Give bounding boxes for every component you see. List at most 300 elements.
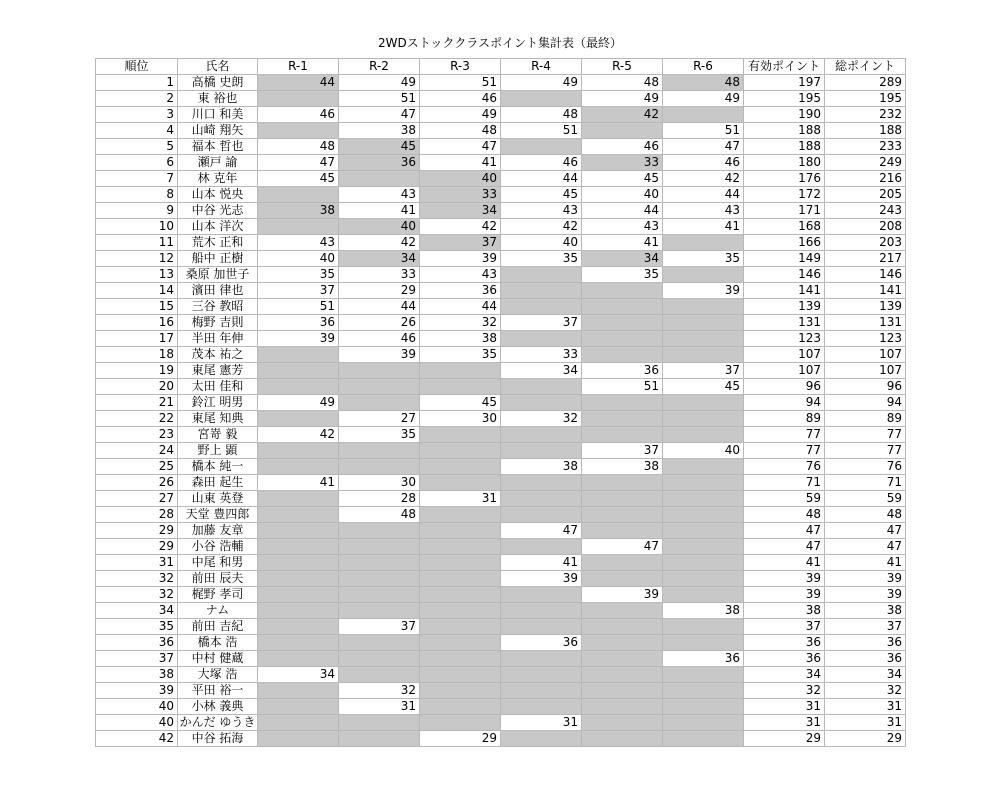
round-1-cell: 48 <box>258 139 339 155</box>
round-4-cell: 34 <box>501 363 582 379</box>
table-row <box>96 427 906 443</box>
name-cell: 荒木 正和 <box>178 235 258 251</box>
table-row <box>96 651 906 667</box>
round-3-cell: 40 <box>420 171 501 187</box>
total-points-cell: 139 <box>825 299 906 315</box>
rank-cell: 8 <box>96 187 178 203</box>
round-5-cell: 43 <box>582 219 663 235</box>
round-4-cell <box>501 299 582 315</box>
round-3-cell: 32 <box>420 315 501 331</box>
valid-points-cell: 107 <box>744 347 825 363</box>
rank-cell: 29 <box>96 539 178 555</box>
round-1-cell <box>258 555 339 571</box>
round-2-cell: 34 <box>339 251 420 267</box>
total-points-cell: 77 <box>825 427 906 443</box>
header-row <box>96 59 906 75</box>
total-points-cell: 77 <box>825 443 906 459</box>
rank-cell: 36 <box>96 635 178 651</box>
round-4-cell: 39 <box>501 571 582 587</box>
rank-cell: 20 <box>96 379 178 395</box>
total-points-cell: 41 <box>825 555 906 571</box>
round-2-cell <box>339 443 420 459</box>
round-1-cell <box>258 651 339 667</box>
rank-cell: 1 <box>96 75 178 91</box>
round-6-cell <box>663 635 744 651</box>
round-1-cell <box>258 731 339 747</box>
round-2-cell <box>339 363 420 379</box>
rank-cell: 19 <box>96 363 178 379</box>
round-2-cell <box>339 635 420 651</box>
total-points-cell: 107 <box>825 363 906 379</box>
valid-points-cell: 31 <box>744 715 825 731</box>
round-5-cell: 36 <box>582 363 663 379</box>
rank-cell: 18 <box>96 347 178 363</box>
round-5-cell: 34 <box>582 251 663 267</box>
round-6-cell <box>663 459 744 475</box>
round-1-cell <box>258 491 339 507</box>
total-points-cell: 233 <box>825 139 906 155</box>
valid-points-cell: 36 <box>744 635 825 651</box>
round-6-cell <box>663 427 744 443</box>
round-3-cell <box>420 651 501 667</box>
table-row <box>96 683 906 699</box>
round-3-cell <box>420 699 501 715</box>
round-3-cell <box>420 587 501 603</box>
round-1-cell <box>258 379 339 395</box>
round-6-cell <box>663 507 744 523</box>
header-r2: R-2 <box>339 59 420 75</box>
round-3-cell <box>420 683 501 699</box>
valid-points-cell: 77 <box>744 443 825 459</box>
round-1-cell <box>258 523 339 539</box>
round-2-cell: 26 <box>339 315 420 331</box>
round-6-cell: 41 <box>663 219 744 235</box>
round-2-cell: 27 <box>339 411 420 427</box>
table-row <box>96 283 906 299</box>
round-3-cell: 41 <box>420 155 501 171</box>
round-2-cell: 31 <box>339 699 420 715</box>
valid-points-cell: 188 <box>744 139 825 155</box>
total-points-cell: 39 <box>825 587 906 603</box>
valid-points-cell: 96 <box>744 379 825 395</box>
round-1-cell: 44 <box>258 75 339 91</box>
table-row <box>96 123 906 139</box>
round-5-cell: 44 <box>582 203 663 219</box>
round-2-cell: 35 <box>339 427 420 443</box>
round-1-cell: 46 <box>258 107 339 123</box>
rank-cell: 32 <box>96 571 178 587</box>
round-4-cell <box>501 619 582 635</box>
valid-points-cell: 34 <box>744 667 825 683</box>
name-cell: かんだ ゆうき <box>178 715 258 731</box>
round-6-cell <box>663 395 744 411</box>
round-5-cell: 49 <box>582 91 663 107</box>
round-3-cell <box>420 379 501 395</box>
rank-cell: 42 <box>96 731 178 747</box>
name-cell: 前田 吉紀 <box>178 619 258 635</box>
round-1-cell <box>258 443 339 459</box>
round-3-cell <box>420 523 501 539</box>
valid-points-cell: 166 <box>744 235 825 251</box>
round-6-cell: 42 <box>663 171 744 187</box>
round-3-cell: 48 <box>420 123 501 139</box>
valid-points-cell: 59 <box>744 491 825 507</box>
round-6-cell: 48 <box>663 75 744 91</box>
round-6-cell <box>663 299 744 315</box>
table-row <box>96 379 906 395</box>
round-2-cell <box>339 587 420 603</box>
round-1-cell: 45 <box>258 171 339 187</box>
round-5-cell <box>582 651 663 667</box>
valid-points-cell: 171 <box>744 203 825 219</box>
table-row <box>96 267 906 283</box>
table-row <box>96 299 906 315</box>
round-4-cell: 31 <box>501 715 582 731</box>
round-3-cell <box>420 443 501 459</box>
round-6-cell: 46 <box>663 155 744 171</box>
round-3-cell: 37 <box>420 235 501 251</box>
round-5-cell: 40 <box>582 187 663 203</box>
round-4-cell: 48 <box>501 107 582 123</box>
table-row <box>96 139 906 155</box>
name-cell: 山東 英登 <box>178 491 258 507</box>
name-cell: ナム <box>178 603 258 619</box>
table-row <box>96 395 906 411</box>
name-cell: 前田 辰夫 <box>178 571 258 587</box>
round-3-cell <box>420 507 501 523</box>
rank-cell: 16 <box>96 315 178 331</box>
valid-points-cell: 47 <box>744 523 825 539</box>
round-2-cell: 43 <box>339 187 420 203</box>
total-points-cell: 96 <box>825 379 906 395</box>
round-2-cell: 32 <box>339 683 420 699</box>
round-4-cell <box>501 699 582 715</box>
round-3-cell <box>420 667 501 683</box>
round-2-cell: 48 <box>339 507 420 523</box>
round-2-cell: 38 <box>339 123 420 139</box>
round-1-cell: 40 <box>258 251 339 267</box>
table-row <box>96 587 906 603</box>
round-4-cell: 37 <box>501 315 582 331</box>
total-points-cell: 107 <box>825 347 906 363</box>
rank-cell: 14 <box>96 283 178 299</box>
round-2-cell: 41 <box>339 203 420 219</box>
name-cell: 三谷 教昭 <box>178 299 258 315</box>
rank-cell: 7 <box>96 171 178 187</box>
valid-points-cell: 37 <box>744 619 825 635</box>
table-row <box>96 363 906 379</box>
name-cell: 山本 洋次 <box>178 219 258 235</box>
header-r4: R-4 <box>501 59 582 75</box>
table-row <box>96 75 906 91</box>
rank-cell: 28 <box>96 507 178 523</box>
rank-cell: 5 <box>96 139 178 155</box>
round-3-cell: 39 <box>420 251 501 267</box>
round-4-cell: 44 <box>501 171 582 187</box>
valid-points-cell: 131 <box>744 315 825 331</box>
round-4-cell: 49 <box>501 75 582 91</box>
total-points-cell: 34 <box>825 667 906 683</box>
name-cell: 東尾 憲芳 <box>178 363 258 379</box>
round-2-cell <box>339 459 420 475</box>
round-5-cell <box>582 571 663 587</box>
rank-cell: 24 <box>96 443 178 459</box>
name-cell: 瀬戸 諭 <box>178 155 258 171</box>
round-6-cell: 44 <box>663 187 744 203</box>
round-4-cell: 32 <box>501 411 582 427</box>
round-6-cell: 35 <box>663 251 744 267</box>
round-2-cell <box>339 379 420 395</box>
round-1-cell: 37 <box>258 283 339 299</box>
name-cell: 桑原 加世子 <box>178 267 258 283</box>
round-4-cell <box>501 731 582 747</box>
round-4-cell: 33 <box>501 347 582 363</box>
total-points-cell: 31 <box>825 715 906 731</box>
round-3-cell <box>420 619 501 635</box>
valid-points-cell: 190 <box>744 107 825 123</box>
name-cell: 森田 起生 <box>178 475 258 491</box>
round-1-cell <box>258 363 339 379</box>
name-cell: 林 克年 <box>178 171 258 187</box>
round-2-cell: 40 <box>339 219 420 235</box>
round-4-cell <box>501 331 582 347</box>
round-5-cell <box>582 331 663 347</box>
total-points-cell: 29 <box>825 731 906 747</box>
round-5-cell <box>582 603 663 619</box>
round-5-cell: 46 <box>582 139 663 155</box>
table-row <box>96 699 906 715</box>
round-1-cell: 41 <box>258 475 339 491</box>
table-row <box>96 91 906 107</box>
valid-points-cell: 188 <box>744 123 825 139</box>
name-cell: 中谷 拓海 <box>178 731 258 747</box>
total-points-cell: 131 <box>825 315 906 331</box>
round-3-cell: 38 <box>420 331 501 347</box>
round-4-cell <box>501 491 582 507</box>
round-2-cell: 44 <box>339 299 420 315</box>
round-5-cell <box>582 123 663 139</box>
round-1-cell <box>258 507 339 523</box>
round-3-cell: 45 <box>420 395 501 411</box>
header-name: 氏名 <box>178 59 258 75</box>
table-row <box>96 571 906 587</box>
round-6-cell <box>663 619 744 635</box>
header-r3: R-3 <box>420 59 501 75</box>
header-r1: R-1 <box>258 59 339 75</box>
round-5-cell <box>582 715 663 731</box>
round-1-cell <box>258 187 339 203</box>
total-points-cell: 188 <box>825 123 906 139</box>
round-6-cell: 49 <box>663 91 744 107</box>
name-cell: 山本 悦央 <box>178 187 258 203</box>
valid-points-cell: 195 <box>744 91 825 107</box>
rank-cell: 27 <box>96 491 178 507</box>
total-points-cell: 146 <box>825 267 906 283</box>
round-4-cell: 40 <box>501 235 582 251</box>
round-2-cell <box>339 603 420 619</box>
round-2-cell: 45 <box>339 139 420 155</box>
table-row <box>96 347 906 363</box>
round-2-cell: 51 <box>339 91 420 107</box>
round-1-cell: 43 <box>258 235 339 251</box>
rank-cell: 23 <box>96 427 178 443</box>
round-4-cell <box>501 587 582 603</box>
round-1-cell <box>258 683 339 699</box>
round-5-cell <box>582 411 663 427</box>
round-5-cell <box>582 491 663 507</box>
round-5-cell: 42 <box>582 107 663 123</box>
valid-points-cell: 139 <box>744 299 825 315</box>
valid-points-cell: 107 <box>744 363 825 379</box>
round-6-cell <box>663 347 744 363</box>
round-1-cell: 39 <box>258 331 339 347</box>
rank-cell: 11 <box>96 235 178 251</box>
round-5-cell: 51 <box>582 379 663 395</box>
round-4-cell <box>501 283 582 299</box>
table-row <box>96 251 906 267</box>
rank-cell: 10 <box>96 219 178 235</box>
round-2-cell: 39 <box>339 347 420 363</box>
table-row <box>96 539 906 555</box>
round-3-cell: 35 <box>420 347 501 363</box>
total-points-cell: 203 <box>825 235 906 251</box>
rank-cell: 15 <box>96 299 178 315</box>
round-1-cell <box>258 571 339 587</box>
table-row <box>96 635 906 651</box>
round-6-cell <box>663 539 744 555</box>
total-points-cell: 32 <box>825 683 906 699</box>
round-2-cell: 29 <box>339 283 420 299</box>
table-body <box>96 75 906 747</box>
rank-cell: 29 <box>96 523 178 539</box>
round-4-cell: 45 <box>501 187 582 203</box>
rank-cell: 35 <box>96 619 178 635</box>
total-points-cell: 39 <box>825 571 906 587</box>
round-5-cell: 41 <box>582 235 663 251</box>
valid-points-cell: 48 <box>744 507 825 523</box>
round-3-cell <box>420 715 501 731</box>
rank-cell: 21 <box>96 395 178 411</box>
round-3-cell: 51 <box>420 75 501 91</box>
table-row <box>96 667 906 683</box>
round-4-cell <box>501 395 582 411</box>
name-cell: 梅野 吉則 <box>178 315 258 331</box>
table-row <box>96 331 906 347</box>
round-6-cell <box>663 555 744 571</box>
header-r5: R-5 <box>582 59 663 75</box>
round-1-cell: 51 <box>258 299 339 315</box>
round-6-cell <box>663 683 744 699</box>
valid-points-cell: 89 <box>744 411 825 427</box>
round-3-cell: 43 <box>420 267 501 283</box>
total-points-cell: 232 <box>825 107 906 123</box>
round-6-cell <box>663 731 744 747</box>
rank-cell: 6 <box>96 155 178 171</box>
valid-points-cell: 71 <box>744 475 825 491</box>
round-1-cell <box>258 539 339 555</box>
round-5-cell <box>582 283 663 299</box>
table-row <box>96 235 906 251</box>
rank-cell: 17 <box>96 331 178 347</box>
total-points-cell: 205 <box>825 187 906 203</box>
table-row <box>96 107 906 123</box>
total-points-cell: 36 <box>825 651 906 667</box>
rank-cell: 26 <box>96 475 178 491</box>
round-2-cell: 33 <box>339 267 420 283</box>
round-3-cell <box>420 539 501 555</box>
rank-cell: 32 <box>96 587 178 603</box>
round-5-cell <box>582 315 663 331</box>
round-1-cell <box>258 91 339 107</box>
round-3-cell: 47 <box>420 139 501 155</box>
valid-points-cell: 76 <box>744 459 825 475</box>
round-5-cell: 48 <box>582 75 663 91</box>
name-cell: 中谷 光志 <box>178 203 258 219</box>
rank-cell: 12 <box>96 251 178 267</box>
name-cell: 高橋 史朗 <box>178 75 258 91</box>
name-cell: 太田 佳和 <box>178 379 258 395</box>
round-6-cell: 45 <box>663 379 744 395</box>
round-5-cell <box>582 523 663 539</box>
page-title: 2WDストッククラスポイント集計表（最終） <box>377 36 623 50</box>
round-4-cell: 51 <box>501 123 582 139</box>
round-6-cell <box>663 107 744 123</box>
round-2-cell <box>339 731 420 747</box>
total-points-cell: 38 <box>825 603 906 619</box>
total-points-cell: 48 <box>825 507 906 523</box>
round-4-cell <box>501 603 582 619</box>
valid-points-cell: 149 <box>744 251 825 267</box>
round-4-cell <box>501 443 582 459</box>
table-row <box>96 507 906 523</box>
round-5-cell <box>582 667 663 683</box>
total-points-cell: 47 <box>825 523 906 539</box>
valid-points-cell: 38 <box>744 603 825 619</box>
round-5-cell: 45 <box>582 171 663 187</box>
round-5-cell <box>582 299 663 315</box>
total-points-cell: 249 <box>825 155 906 171</box>
round-1-cell: 49 <box>258 395 339 411</box>
valid-points-cell: 32 <box>744 683 825 699</box>
name-cell: 梶野 孝司 <box>178 587 258 603</box>
total-points-cell: 89 <box>825 411 906 427</box>
table-row <box>96 171 906 187</box>
round-2-cell: 42 <box>339 235 420 251</box>
name-cell: 中尾 和男 <box>178 555 258 571</box>
round-2-cell <box>339 667 420 683</box>
round-4-cell <box>501 379 582 395</box>
table-row <box>96 411 906 427</box>
valid-points-cell: 180 <box>744 155 825 171</box>
round-6-cell: 36 <box>663 651 744 667</box>
round-5-cell <box>582 699 663 715</box>
round-3-cell <box>420 603 501 619</box>
round-2-cell: 30 <box>339 475 420 491</box>
rank-cell: 2 <box>96 91 178 107</box>
round-4-cell <box>501 539 582 555</box>
round-3-cell: 49 <box>420 107 501 123</box>
rank-cell: 34 <box>96 603 178 619</box>
round-2-cell: 47 <box>339 107 420 123</box>
round-5-cell: 35 <box>582 267 663 283</box>
round-1-cell: 47 <box>258 155 339 171</box>
rank-cell: 38 <box>96 667 178 683</box>
round-5-cell <box>582 731 663 747</box>
round-1-cell <box>258 459 339 475</box>
round-4-cell <box>501 139 582 155</box>
round-2-cell: 28 <box>339 491 420 507</box>
rank-cell: 37 <box>96 651 178 667</box>
